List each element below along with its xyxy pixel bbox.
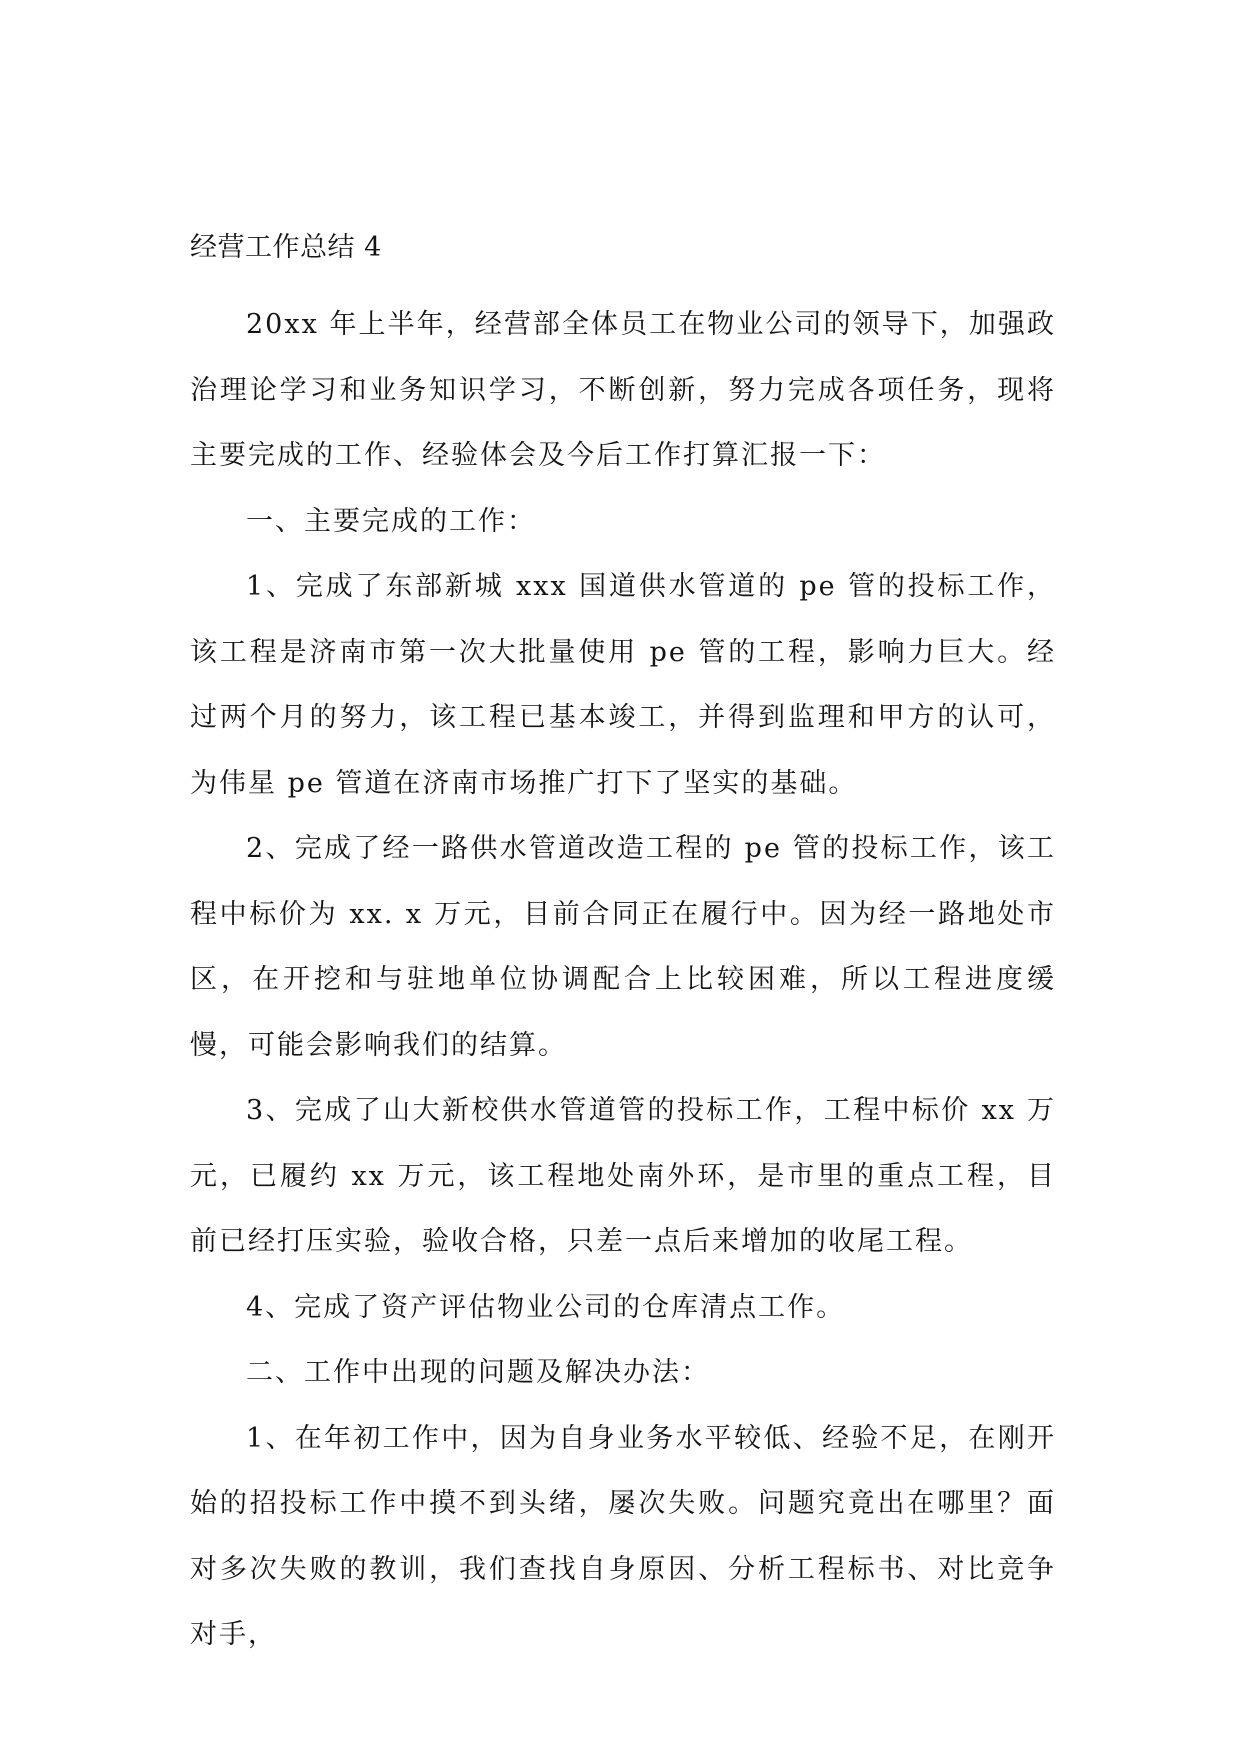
document-title: 经营工作总结 4 bbox=[190, 232, 382, 263]
document-body bbox=[190, 228, 1056, 1668]
paragraph-work-item-4: 4、完成了资产评估物业公司的仓库清点工作。 bbox=[246, 1291, 846, 1323]
paragraph-intro: 20xx 年上半年，经营部全体员工在物业公司的领导下，加强政治理论学习和业务知识学习，不断创新，努力完成各项任务，现将主要完成的工作、经验体会及今后工作打算汇报一下： bbox=[190, 309, 1056, 471]
paragraph-problem-item-1: 1、在年初工作中，因为自身业务水平较低、经验不足，在刚开始的招投标工作中摸不到头绪，屡次失败。问题究竟出在哪里？面对多次失败的教训，我们查找自身原因、分析工程标书、对比竞争对手， bbox=[190, 1422, 1056, 1650]
section-heading-problems: 二、工作中出现的问题及解决办法： bbox=[246, 1357, 710, 1388]
paragraph-work-item-1: 1、完成了东部新城 xxx 国道供水管道的 pe 管的投标工作，该工程是济南市第一次大批量使用 pe 管的工程，影响力巨大。经过两个月的努力，该工程已基本竣工，并得到监理和甲方的认可，为伟星 pe 管道在济南市场推广打下了坚实的基础。 bbox=[190, 571, 1056, 799]
paragraph-work-item-3: 3、完成了山大新校供水管道管的投标工作，工程中标价 xx 万元，已履约 xx 万元，该工程地处南外环，是市里的重点工程，目前已经打压实验，验收合格，只差一点后来增加的收尾工程。 bbox=[190, 1095, 1056, 1257]
paragraph-work-item-2: 2、完成了经一路供水管道改造工程的 pe 管的投标工作，该工程中标价为 xx. x 万元，目前合同正在履行中。因为经一路地处市区，在开挖和与驻地单位协调配合上比较困难，所以工程进度缓慢，可能会影响我们的结算。 bbox=[190, 833, 1056, 1061]
section-heading-main-work: 一、主要完成的工作： bbox=[246, 505, 536, 537]
